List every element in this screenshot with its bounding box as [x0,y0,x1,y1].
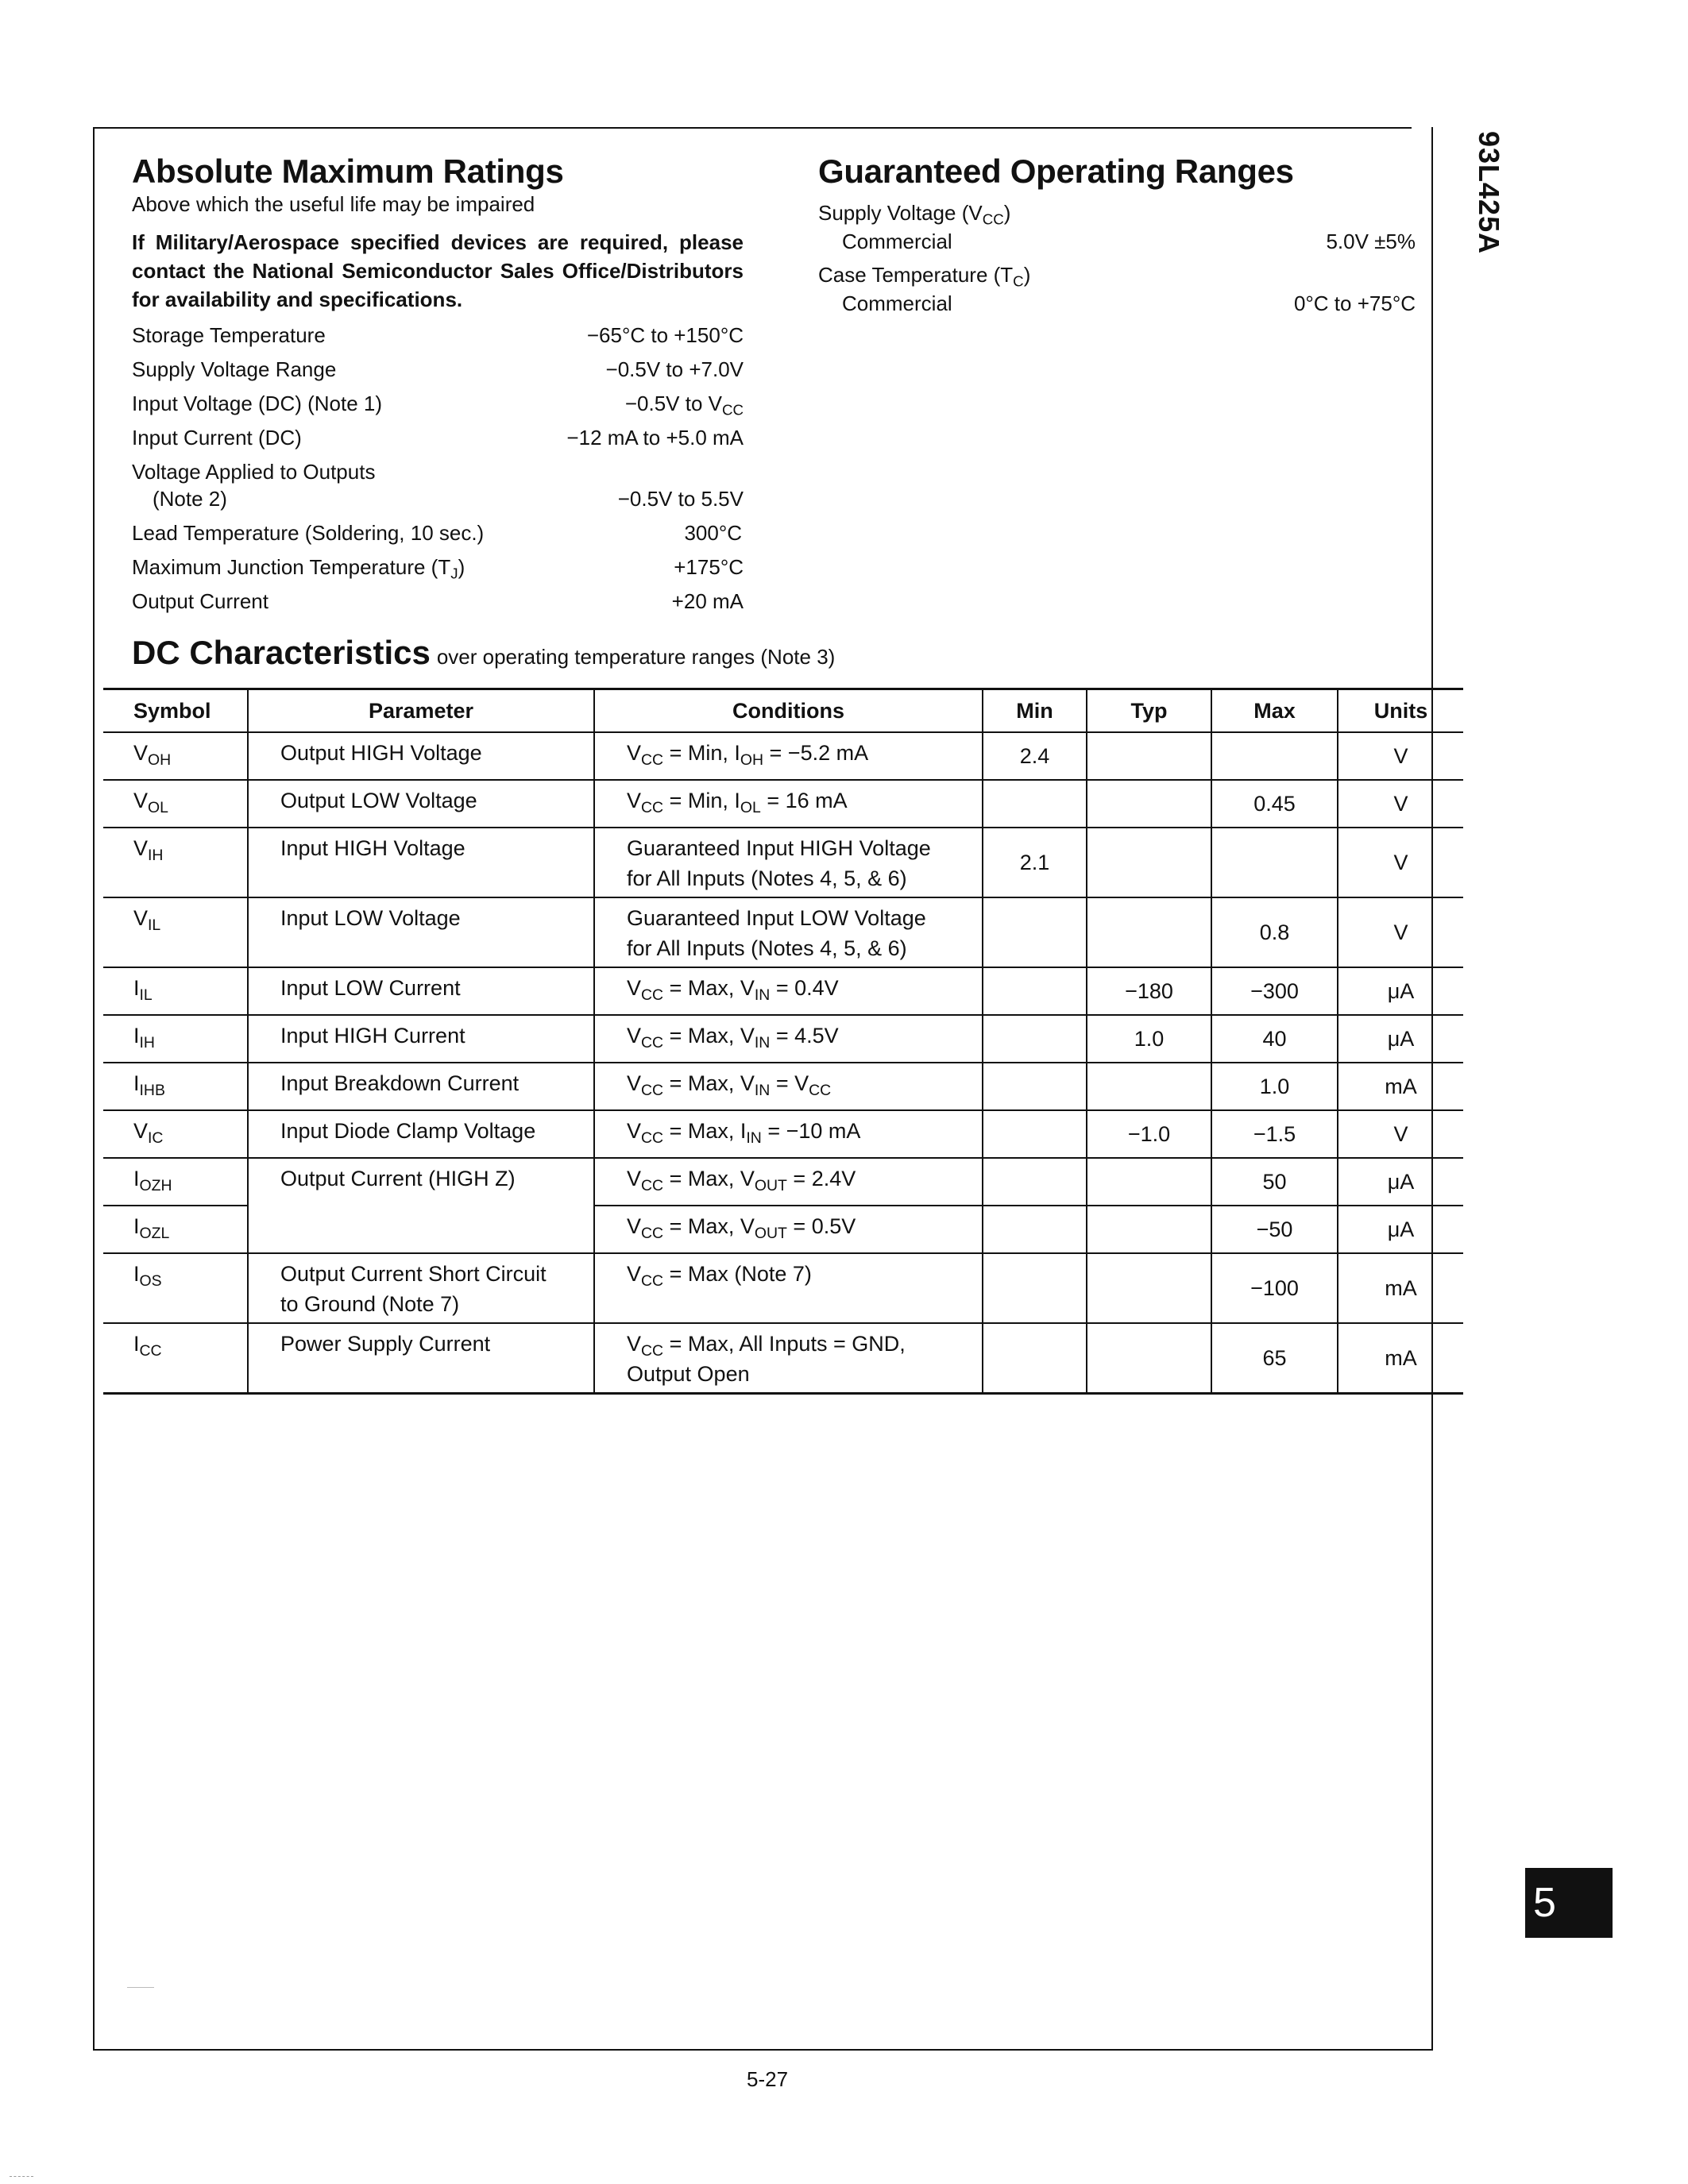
cell-min [983,1206,1087,1253]
gor-row: Commercial 0°C to +75°C [842,291,1416,315]
absolute-maximum-ratings [132,152,744,619]
guaranteed-operating-ranges [818,152,1430,318]
cell-parameter: Input LOW Voltage [248,897,594,967]
cell-conditions: $V_{CC}$ = Max, $V_{OUT} = 0.5V$ [594,1206,983,1253]
cell-symbol: $V_{OH}$ [103,732,248,780]
cell-parameter: Output HIGH Voltage [248,732,594,780]
cell-parameter: Output LOW Voltage [248,780,594,828]
section-tab: 5 [1525,1868,1613,1938]
cell-typ: −180 [1087,967,1211,1015]
table-body [103,732,1463,1394]
cell-symbol: $I_{OZL}$ [103,1206,248,1253]
cell-conditions: $V_{CC}$ = Max, $V_{OUT} = 2.4V$ [594,1158,983,1206]
cell-min [983,1253,1087,1323]
cell-units: V [1338,897,1463,967]
cell-max: 50 [1211,1158,1338,1206]
rating-row: Storage Temperature −65°C to +150°C [132,323,744,347]
cell-max: 0.45 [1211,780,1338,828]
cell-min [983,967,1087,1015]
cell-max: −50 [1211,1206,1338,1253]
cell-parameter: Input LOW Current [248,967,594,1015]
col-parameter: Parameter [248,689,594,733]
cell-units: μA [1338,1206,1463,1253]
cell-max [1211,732,1338,780]
cell-min [983,1110,1087,1158]
amr-warning: If Military/Aerospace specified devices are required, please contact the National Semiconductor Sales Office/Distributors for availability and specifications. [132,230,744,311]
cell-units: μA [1338,1158,1463,1206]
table-row [103,1323,1463,1394]
cell-units: V [1338,780,1463,828]
cell-min [983,1015,1087,1063]
amr-list [132,318,744,619]
cell-typ [1087,828,1211,897]
cell-conditions: Guaranteed Input LOW Voltage for All Inputs (Notes 4, 5, & 6) [594,897,983,967]
cell-units: μA [1338,1015,1463,1063]
gor-group-label: Case Temperature $(T_C)$ [818,263,1031,290]
cell-units: mA [1338,1323,1463,1394]
rating-row: Input Current (DC) −12 mA to +5.0 mA [132,426,744,450]
cell-units: mA [1338,1253,1463,1323]
cell-units: mA [1338,1063,1463,1110]
col-units: Units [1338,689,1463,733]
rating-row: Maximum Junction Temperature $(T_J)$ +175°C [132,555,744,582]
cell-typ [1087,1206,1211,1253]
cell-units: V [1338,828,1463,897]
cell-units: V [1338,1110,1463,1158]
table-header-row [103,689,1463,733]
cell-max: 0.8 [1211,897,1338,967]
dc-characteristics-table [103,688,1463,1395]
side-part-number: 93L425A [1473,131,1505,255]
gor-row: Commercial 5.0V ±5% [842,230,1416,253]
table-row [103,1110,1463,1158]
cell-parameter: Input HIGH Current [248,1015,594,1063]
dc-title: DC Characteristics [132,634,431,671]
rating-row: Supply Voltage Range −0.5V to +7.0V [132,357,744,381]
gor-title: Guaranteed Operating Ranges [818,152,1294,190]
cell-conditions: Guaranteed Input HIGH Voltage for All Inputs (Notes 4, 5, & 6) [594,828,983,897]
table-row [103,828,1463,897]
cell-symbol: $I_{CC}$ [103,1323,248,1394]
cell-parameter: Input Diode Clamp Voltage [248,1110,594,1158]
cell-typ: 1.0 [1087,1015,1211,1063]
cell-max [1211,828,1338,897]
cell-symbol: $V_{IC}$ [103,1110,248,1158]
table-row [103,967,1463,1015]
cell-min [983,897,1087,967]
table-row [103,732,1463,780]
cell-typ [1087,897,1211,967]
dc-heading [132,634,835,672]
col-min: Min [983,689,1087,733]
cell-units: μA [1338,967,1463,1015]
cell-conditions: $V_{CC}$ = Min, $I_{OH} = -5.2$ mA [594,732,983,780]
cell-symbol: $I_{IL}$ [103,967,248,1015]
col-typ: Typ [1087,689,1211,733]
table-row [103,1206,1463,1253]
dc-subtitle: over operating temperature ranges (Note 3) [436,645,836,669]
cell-parameter: Input HIGH Voltage [248,828,594,897]
cell-parameter [248,1206,594,1253]
gor-group-label: Supply Voltage $(V_{CC})$ [818,201,1011,228]
col-conditions: Conditions [594,689,983,733]
table-row [103,1015,1463,1063]
cell-symbol: $I_{OS}$ [103,1253,248,1323]
cell-conditions: $V_{CC}$ = Max, $V_{IN} = 4.5V$ [594,1015,983,1063]
cell-conditions: $V_{CC}$ = Max, $I_{IN} = -10$ mA [594,1110,983,1158]
amr-title: Absolute Maximum Ratings [132,152,564,190]
cell-parameter: Input Breakdown Current [248,1063,594,1110]
cell-typ [1087,1323,1211,1394]
table-row [103,1063,1463,1110]
cell-conditions: $V_{CC}$ = Max, $V_{IN} = V_{CC}$ [594,1063,983,1110]
rating-row: Lead Temperature (Soldering, 10 sec.) 300°C [132,521,742,545]
cell-min [983,1063,1087,1110]
divider [10,2176,33,2177]
cell-symbol: $I_{IHB}$ [103,1063,248,1110]
cell-typ [1087,1158,1211,1206]
cell-min [983,1158,1087,1206]
table-row [103,1158,1463,1206]
cell-units: V [1338,732,1463,780]
cell-parameter: Power Supply Current [248,1323,594,1394]
cell-typ [1087,1063,1211,1110]
col-symbol: Symbol [103,689,248,733]
table-row [103,1253,1463,1323]
cell-max: 40 [1211,1015,1338,1063]
cell-parameter: Output Current (HIGH Z) [248,1158,594,1206]
cell-symbol: $I_{IH}$ [103,1015,248,1063]
cell-min: 2.1 [983,828,1087,897]
cell-typ [1087,732,1211,780]
cell-typ [1087,1253,1211,1323]
col-max: Max [1211,689,1338,733]
rating-row: Voltage Applied to Outputs (Note 2) −0.5V to 5.5V [132,460,744,511]
divider [127,1987,154,1988]
cell-typ: −1.0 [1087,1110,1211,1158]
cell-min [983,780,1087,828]
cell-typ [1087,780,1211,828]
cell-max: 65 [1211,1323,1338,1394]
cell-min: 2.4 [983,732,1087,780]
cell-conditions: $V_{CC}$ = Max, $V_{IN} = 0.4V$ [594,967,983,1015]
rating-row: Input Voltage (DC) (Note 1) −0.5V to $V_{CC}$ [132,392,744,419]
cell-symbol: $I_{OZH}$ [103,1158,248,1206]
rating-row: Output Current +20 mA [132,589,744,613]
cell-max: 1.0 [1211,1063,1338,1110]
cell-symbol: $V_{IH}$ [103,828,248,897]
cell-max: −100 [1211,1253,1338,1323]
amr-subtitle: Above which the useful life may be impaired [132,192,535,216]
cell-max: −1.5 [1211,1110,1338,1158]
cell-conditions: $V_{CC}$ = Min, $I_{OL} = 16$ mA [594,780,983,828]
cell-symbol: $V_{OL}$ [103,780,248,828]
cell-parameter: Output Current Short Circuit to Ground (Note 7) [248,1253,594,1323]
cell-symbol: $V_{IL}$ [103,897,248,967]
page-number: 5-27 [747,2067,789,2091]
cell-max: −300 [1211,967,1338,1015]
table-row [103,780,1463,828]
table-row [103,897,1463,967]
cell-min [983,1323,1087,1394]
cell-conditions: $V_{CC}$ = Max (Note 7) [594,1253,983,1323]
cell-conditions: $V_{CC}$ = Max, All Inputs = GND, Output Open [594,1323,983,1394]
